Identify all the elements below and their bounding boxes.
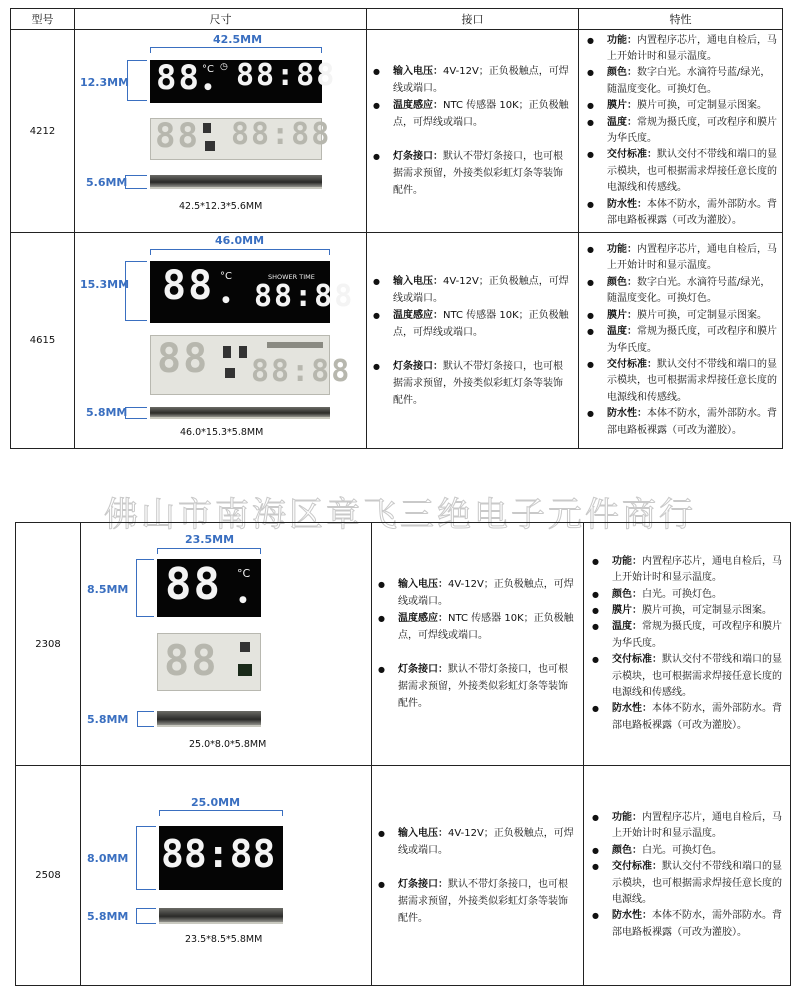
model-cell: 4615: [11, 233, 75, 449]
feature-delivery: ● 交付标准：默认交付不带线和端口的显示模块，也可根据需求焊接任意长度的电源线。: [612, 859, 786, 908]
size-cell: [75, 30, 367, 233]
width-bracket: [150, 47, 322, 53]
feature-function: ● 功能：内置程序芯片，通电自检后，马上开始计时和显示温度。: [612, 810, 786, 843]
height-bracket: [127, 60, 147, 101]
width-label: 42.5MM: [213, 33, 263, 46]
shower-time-label: SHOWER TIME: [268, 273, 315, 281]
watermark-text: 佛山市南海区章飞三绝电子元件商行: [104, 495, 696, 535]
features-cell: [579, 30, 783, 233]
header-model: 型号: [11, 9, 75, 30]
light-strip-item: ● 灯条接口：默认不带灯条接口，也可根据需求预留，外接类似彩虹灯条等装饰配件。: [398, 876, 577, 927]
height-label: 15.3MM: [80, 278, 130, 291]
pcb-back-view: [157, 633, 261, 691]
pcb-component: [223, 346, 231, 358]
pcb-back-view: [150, 335, 352, 395]
feature-delivery: ● 交付标准：默认交付不带线和端口的显示模块，也可根据需求焊接任意长度的电源线和传感线。: [607, 147, 778, 196]
size-caption: 25.0*8.0*5.8MM: [189, 739, 267, 750]
size-cell: [75, 233, 367, 449]
input-voltage-item: ● 输入电压：4V-12V；正负极触点，可焊线或端口。: [393, 273, 572, 307]
input-voltage-item: ● 输入电压：4V-12V；正负极触点，可焊线或端口。: [398, 825, 577, 859]
input-voltage-item: ● 输入电压：4V-12V；正负极触点，可焊线或端口。: [398, 576, 577, 610]
water-drop-icon: ●: [222, 295, 230, 305]
model-cell: 4212: [11, 30, 75, 233]
feature-function: ● 功能：内置程序芯片，通电自检后，马上开始计时和显示温度。: [607, 242, 778, 275]
pcb-component: [225, 368, 235, 378]
interface-cell: [367, 30, 579, 233]
depth-label: 5.8MM: [86, 406, 128, 419]
interface-cell: [367, 233, 579, 449]
side-view: [157, 711, 261, 727]
feature-temp: ● 温度：常规为摄氏度，可改程序和膜片为华氏度。: [607, 115, 778, 148]
height-label: 12.3MM: [80, 76, 130, 89]
spec-table-bottom: [15, 522, 791, 986]
height-label: 8.5MM: [87, 583, 129, 596]
width-label: 46.0MM: [215, 234, 265, 247]
feature-temp: ● 温度：常规为摄氏度，可改程序和膜片为华氏度。: [612, 619, 786, 652]
pcb-strip: [267, 342, 323, 348]
feature-film: ● 膜片：膜片可换，可定制显示图案。: [607, 308, 778, 324]
pcb-component: [205, 141, 215, 151]
spec-table-top: [10, 8, 783, 449]
light-strip-item: ● 灯条接口：默认不带灯条接口，也可根据需求预留，外接类似彩虹灯条等装饰配件。: [393, 148, 572, 199]
depth-bracket: [136, 908, 156, 924]
width-bracket: [159, 810, 283, 816]
pcb-component: [239, 346, 247, 358]
depth-bracket: [137, 711, 154, 727]
pcb-component: [203, 123, 211, 133]
lcd-digits-left: 88: [165, 559, 222, 610]
temp-sensor-item: ● 温度感应：NTC 传感器 10K；正负极触点，可焊线或端口。: [393, 307, 572, 341]
depth-bracket: [125, 175, 147, 189]
interface-cell: [372, 766, 584, 986]
side-view: [159, 908, 283, 924]
depth-bracket: [125, 407, 147, 419]
depth-label: 5.8MM: [87, 910, 129, 923]
light-strip-item: ● 灯条接口：默认不带灯条接口，也可根据需求预留，外接类似彩虹灯条等装饰配件。: [393, 358, 572, 409]
lcd-digits-right: 88:88: [236, 58, 337, 93]
size-cell: [81, 523, 372, 766]
lcd-front-view: [150, 58, 337, 103]
side-view: [150, 175, 322, 189]
feature-waterproof: ● 防水性：本体不防水，需外部防水。背部电路板裸露（可改为灌胶）。: [612, 701, 786, 734]
water-drop-icon: ●: [239, 595, 247, 605]
feature-color: ● 颜色：数字白光。水滴符号蓝/绿光，随温度变化。可换灯色。: [607, 65, 778, 98]
pcb-digits-left: 88: [157, 336, 210, 382]
height-bracket: [125, 261, 147, 321]
width-label: 23.5MM: [185, 533, 235, 546]
width-label: 25.0MM: [191, 796, 241, 809]
water-drop-icon: ●: [204, 82, 212, 92]
feature-delivery: ● 交付标准：默认交付不带线和端口的显示模块，也可根据需求焊接任意长度的电源线和传感线。: [612, 652, 786, 701]
lcd-front-view: [150, 261, 355, 323]
feature-waterproof: ● 防水性：本体不防水，需外部防水。背部电路板裸露（可改为灌胶）。: [612, 908, 786, 941]
lcd-front-view: [159, 826, 283, 890]
pcb-back-view: [150, 116, 332, 160]
temp-sensor-item: ● 温度感应：NTC 传感器 10K；正负极触点，可焊线或端口。: [398, 610, 577, 644]
lcd-digits-left: 88: [156, 58, 201, 98]
pcb-component: [238, 664, 252, 676]
feature-waterproof: ● 防水性：本体不防水，需外部防水。背部电路板裸露（可改为灌胶）。: [607, 406, 778, 439]
celsius-symbol: °C: [220, 271, 232, 282]
clock-icon: ◷: [220, 62, 228, 72]
features-cell: [579, 233, 783, 449]
depth-label: 5.6MM: [86, 176, 128, 189]
height-label: 8.0MM: [87, 852, 129, 865]
input-voltage-item: ● 输入电压：4V-12V；正负极触点，可焊线或端口。: [393, 63, 572, 97]
features-cell: [584, 523, 791, 766]
feature-function: ● 功能：内置程序芯片，通电自检后，马上开始计时和显示温度。: [612, 554, 786, 587]
height-bracket: [136, 559, 154, 617]
lcd-digits-right: 88:88: [254, 279, 355, 314]
feature-film: ● 膜片：膜片可换，可定制显示图案。: [612, 603, 786, 619]
feature-temp: ● 温度：常规为摄氏度，可改程序和膜片为华氏度。: [607, 324, 778, 357]
model-cell: 2308: [16, 523, 81, 766]
feature-color: ● 颜色：数字白光。水滴符号蓝/绿光，随温度变化。可换灯色。: [607, 275, 778, 308]
feature-function: ● 功能：内置程序芯片，通电自检后，马上开始计时和显示温度。: [607, 33, 778, 66]
pcb-digits-right: 88:88: [231, 117, 332, 152]
pcb-digits-left: 88: [155, 116, 200, 156]
feature-delivery: ● 交付标准：默认交付不带线和端口的显示模块，也可根据需求焊接任意长度的电源线和传感线。: [607, 357, 778, 406]
lcd-front-view: [157, 559, 261, 617]
temp-sensor-item: ● 温度感应：NTC 传感器 10K；正负极触点，可焊线或端口。: [393, 97, 572, 131]
lcd-digits-left: 88:88: [161, 832, 276, 876]
feature-film: ● 膜片：膜片可换，可定制显示图案。: [607, 98, 778, 114]
header-features: 特性: [579, 9, 783, 30]
feature-color: ● 颜色：白光。可换灯色。: [612, 843, 786, 859]
width-bracket: [150, 249, 330, 255]
depth-label: 5.8MM: [87, 713, 129, 726]
feature-color: ● 颜色：白光。可换灯色。: [612, 587, 786, 603]
size-caption: 23.5*8.5*5.8MM: [185, 934, 263, 945]
table-row: [11, 233, 783, 449]
size-caption: 46.0*15.3*5.8MM: [180, 427, 264, 438]
side-view: [150, 407, 330, 419]
size-caption: 42.5*12.3*5.6MM: [179, 201, 263, 212]
features-cell: [584, 766, 791, 986]
table-row: [11, 30, 783, 233]
celsius-symbol: °C: [237, 567, 251, 580]
feature-waterproof: ● 防水性：本体不防水，需外部防水。背部电路板裸露（可改为灌胶）。: [607, 197, 778, 230]
width-bracket: [157, 548, 261, 554]
pcb-component: [240, 642, 250, 652]
lcd-digits-left: 88: [162, 263, 215, 309]
header-interface: 接口: [367, 9, 579, 30]
model-cell: 2508: [16, 766, 81, 986]
table-header-row: [11, 9, 783, 30]
height-bracket: [136, 826, 156, 890]
table-row: [16, 523, 791, 766]
table-row: [16, 766, 791, 986]
light-strip-item: ● 灯条接口：默认不带灯条接口，也可根据需求预留，外接类似彩虹灯条等装饰配件。: [398, 661, 577, 712]
pcb-digits-left: 88: [164, 636, 219, 685]
size-cell: [81, 766, 372, 986]
interface-cell: [372, 523, 584, 766]
pcb-digits-right: 88:88: [251, 354, 352, 389]
header-size: 尺寸: [75, 9, 367, 30]
celsius-symbol: °C: [202, 64, 214, 75]
